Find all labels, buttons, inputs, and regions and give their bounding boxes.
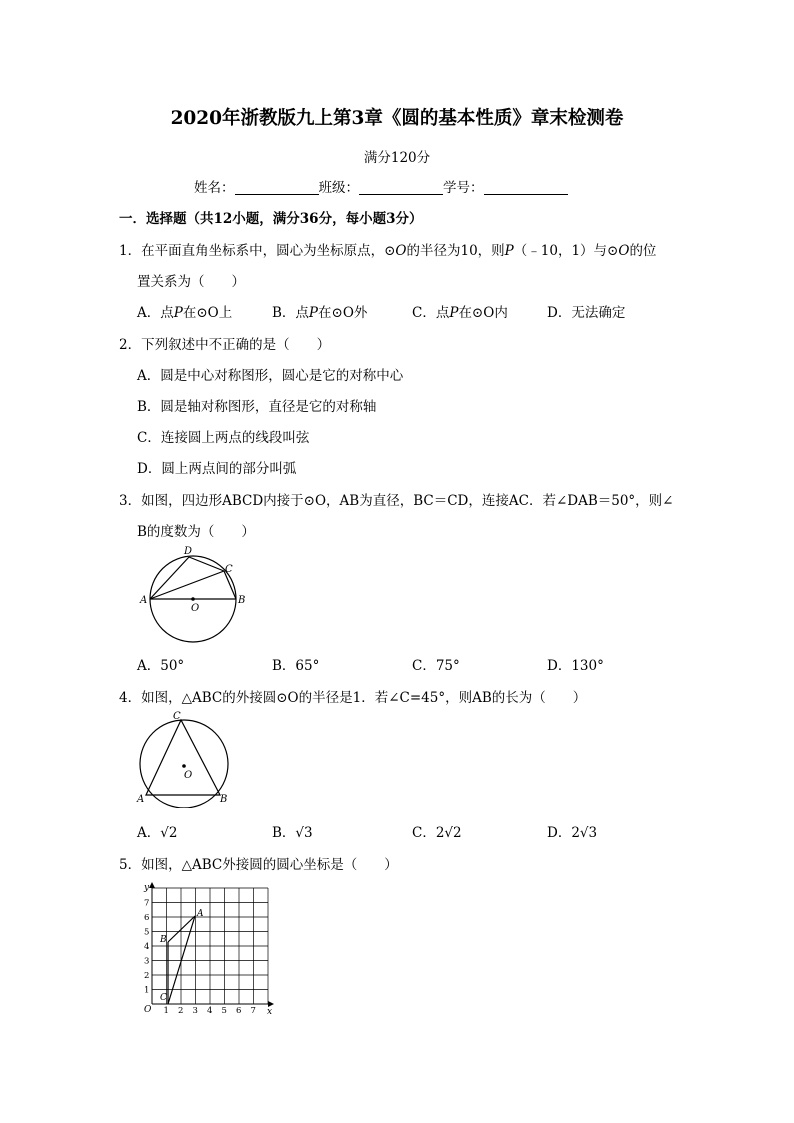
q4-option-c[interactable]: C．2√2	[412, 825, 462, 841]
q1-text-c: （﹣10，1）与⊙	[513, 243, 619, 259]
q1-stem-line1	[119, 239, 656, 259]
q4-option-a[interactable]: A．√2	[137, 825, 178, 841]
q1-option-c[interactable]: C．点P在⊙O内	[412, 305, 508, 321]
q2-stem: 2．下列叙述中不正确的是（ ）	[119, 337, 331, 353]
q5-x-tick-label: 3	[192, 1006, 198, 1016]
q3-option-a[interactable]: A．50°	[137, 658, 185, 674]
page-title: 2020年浙教版九上第3章《圆的基本性质》章末检测卷	[170, 108, 624, 129]
q3-stem-line1: 3．如图，四边形ABCD内接于⊙O，AB为直径，BC＝CD，连接AC．若∠DAB＝50°，则∠	[119, 493, 674, 509]
q4-option-d[interactable]: D．2√3	[547, 825, 598, 841]
q5-x-tick-label: 6	[236, 1006, 242, 1016]
q3-label-a: A	[140, 595, 148, 606]
class-blank[interactable]	[359, 180, 443, 195]
q1-text-a: 1．在平面直角坐标系中，圆心为坐标原点，⊙	[119, 243, 396, 259]
section-heading: 一．选择题（共12小题，满分36分，每小题3分）	[119, 211, 423, 227]
q1-o: O	[395, 243, 407, 259]
q3-line-ac	[150, 571, 224, 599]
q1-option-a[interactable]: A．点P在⊙O上	[137, 305, 233, 321]
q5-x-tick-label: 2	[178, 1006, 184, 1016]
q5-y-tick-label: 1	[144, 985, 150, 996]
q5-y-tick-label: 6	[144, 913, 150, 923]
q4-label-a: A	[137, 794, 145, 805]
q5-y-tick-label: 5	[144, 927, 150, 938]
q5-grid	[152, 888, 268, 1004]
q1-option-b[interactable]: B．点P在⊙O外	[272, 305, 368, 321]
q2-option-a[interactable]: A．圆是中心对称图形，圆心是它的对称中心	[137, 368, 404, 384]
q3-option-b[interactable]: B．65°	[272, 658, 320, 674]
student-info-line	[194, 176, 568, 196]
q1-text-d: 的位	[629, 243, 657, 259]
q5-y-tick-label: 4	[144, 942, 150, 952]
q3-stem-line2: B的度数为（ ）	[137, 524, 255, 540]
q4-label-b: B	[220, 794, 228, 805]
q4-triangle	[146, 720, 220, 795]
q5-label-c: C	[160, 993, 167, 1003]
q5-y-tick-label: 7	[144, 898, 150, 909]
q5-label-y: y	[144, 883, 150, 893]
q1-stem-line2: 置关系为（ ）	[137, 274, 245, 290]
q2-option-c[interactable]: C．连接圆上两点的线段叫弦	[137, 430, 310, 446]
q5-x-tick-label: 5	[221, 1006, 227, 1016]
id-label: 学号：	[443, 180, 484, 196]
q3-label-c: C	[225, 564, 233, 575]
q3-label-d: D	[184, 546, 193, 557]
q5-label-o: O	[144, 1005, 152, 1015]
q5-x-tick-label: 4	[207, 1006, 213, 1016]
q4-option-b[interactable]: B．√3	[272, 825, 313, 841]
q5-x-tick-label: 7	[250, 1006, 256, 1016]
name-label: 姓名：	[194, 180, 235, 196]
q4-stem: 4．如图，△ABC的外接圆⊙O的半径是1．若∠C=45°，则AB的长为（ ）	[119, 690, 587, 706]
q3-label-b: B	[238, 595, 246, 606]
q5-y-tick-label: 3	[144, 956, 150, 967]
q3-label-o: O	[191, 603, 200, 614]
q1-p: P	[504, 243, 514, 259]
page-subtitle: 满分120分	[363, 150, 431, 166]
q4-label-o: O	[184, 770, 193, 781]
id-blank[interactable]	[484, 180, 568, 195]
q5-y-tick-label: 2	[144, 971, 150, 981]
q2-option-d[interactable]: D．圆上两点间的部分叫弧	[137, 461, 297, 477]
q3-option-c[interactable]: C．75°	[412, 658, 460, 674]
q1-o2: O	[618, 243, 630, 259]
q3-option-d[interactable]: D．130°	[547, 658, 604, 674]
q5-figure-coordinate-grid	[138, 878, 278, 1018]
q5-label-b: B	[160, 935, 167, 945]
q4-figure-triangle-circumcircle	[134, 708, 240, 808]
q5-stem: 5．如图，△ABC外接圆的圆心坐标是（ ）	[119, 857, 398, 873]
q1-option-d[interactable]: D．无法确定	[547, 305, 626, 321]
q5-label-x: x	[267, 1007, 273, 1017]
q4-center-dot	[182, 764, 186, 768]
name-blank[interactable]	[235, 180, 319, 195]
q5-label-a: A	[197, 909, 204, 919]
q5-x-tick-label: 1	[163, 1006, 169, 1016]
q1-text-b: 的半径为10，则	[406, 243, 505, 259]
q3-figure-circle-quadrilateral	[136, 543, 254, 647]
class-label: 班级：	[318, 180, 359, 196]
q5-y-arrow	[149, 882, 155, 888]
q4-label-c: C	[173, 711, 181, 722]
q3-center-dot	[191, 597, 195, 601]
q2-option-b[interactable]: B．圆是轴对称图形，直径是它的对称轴	[137, 399, 377, 415]
